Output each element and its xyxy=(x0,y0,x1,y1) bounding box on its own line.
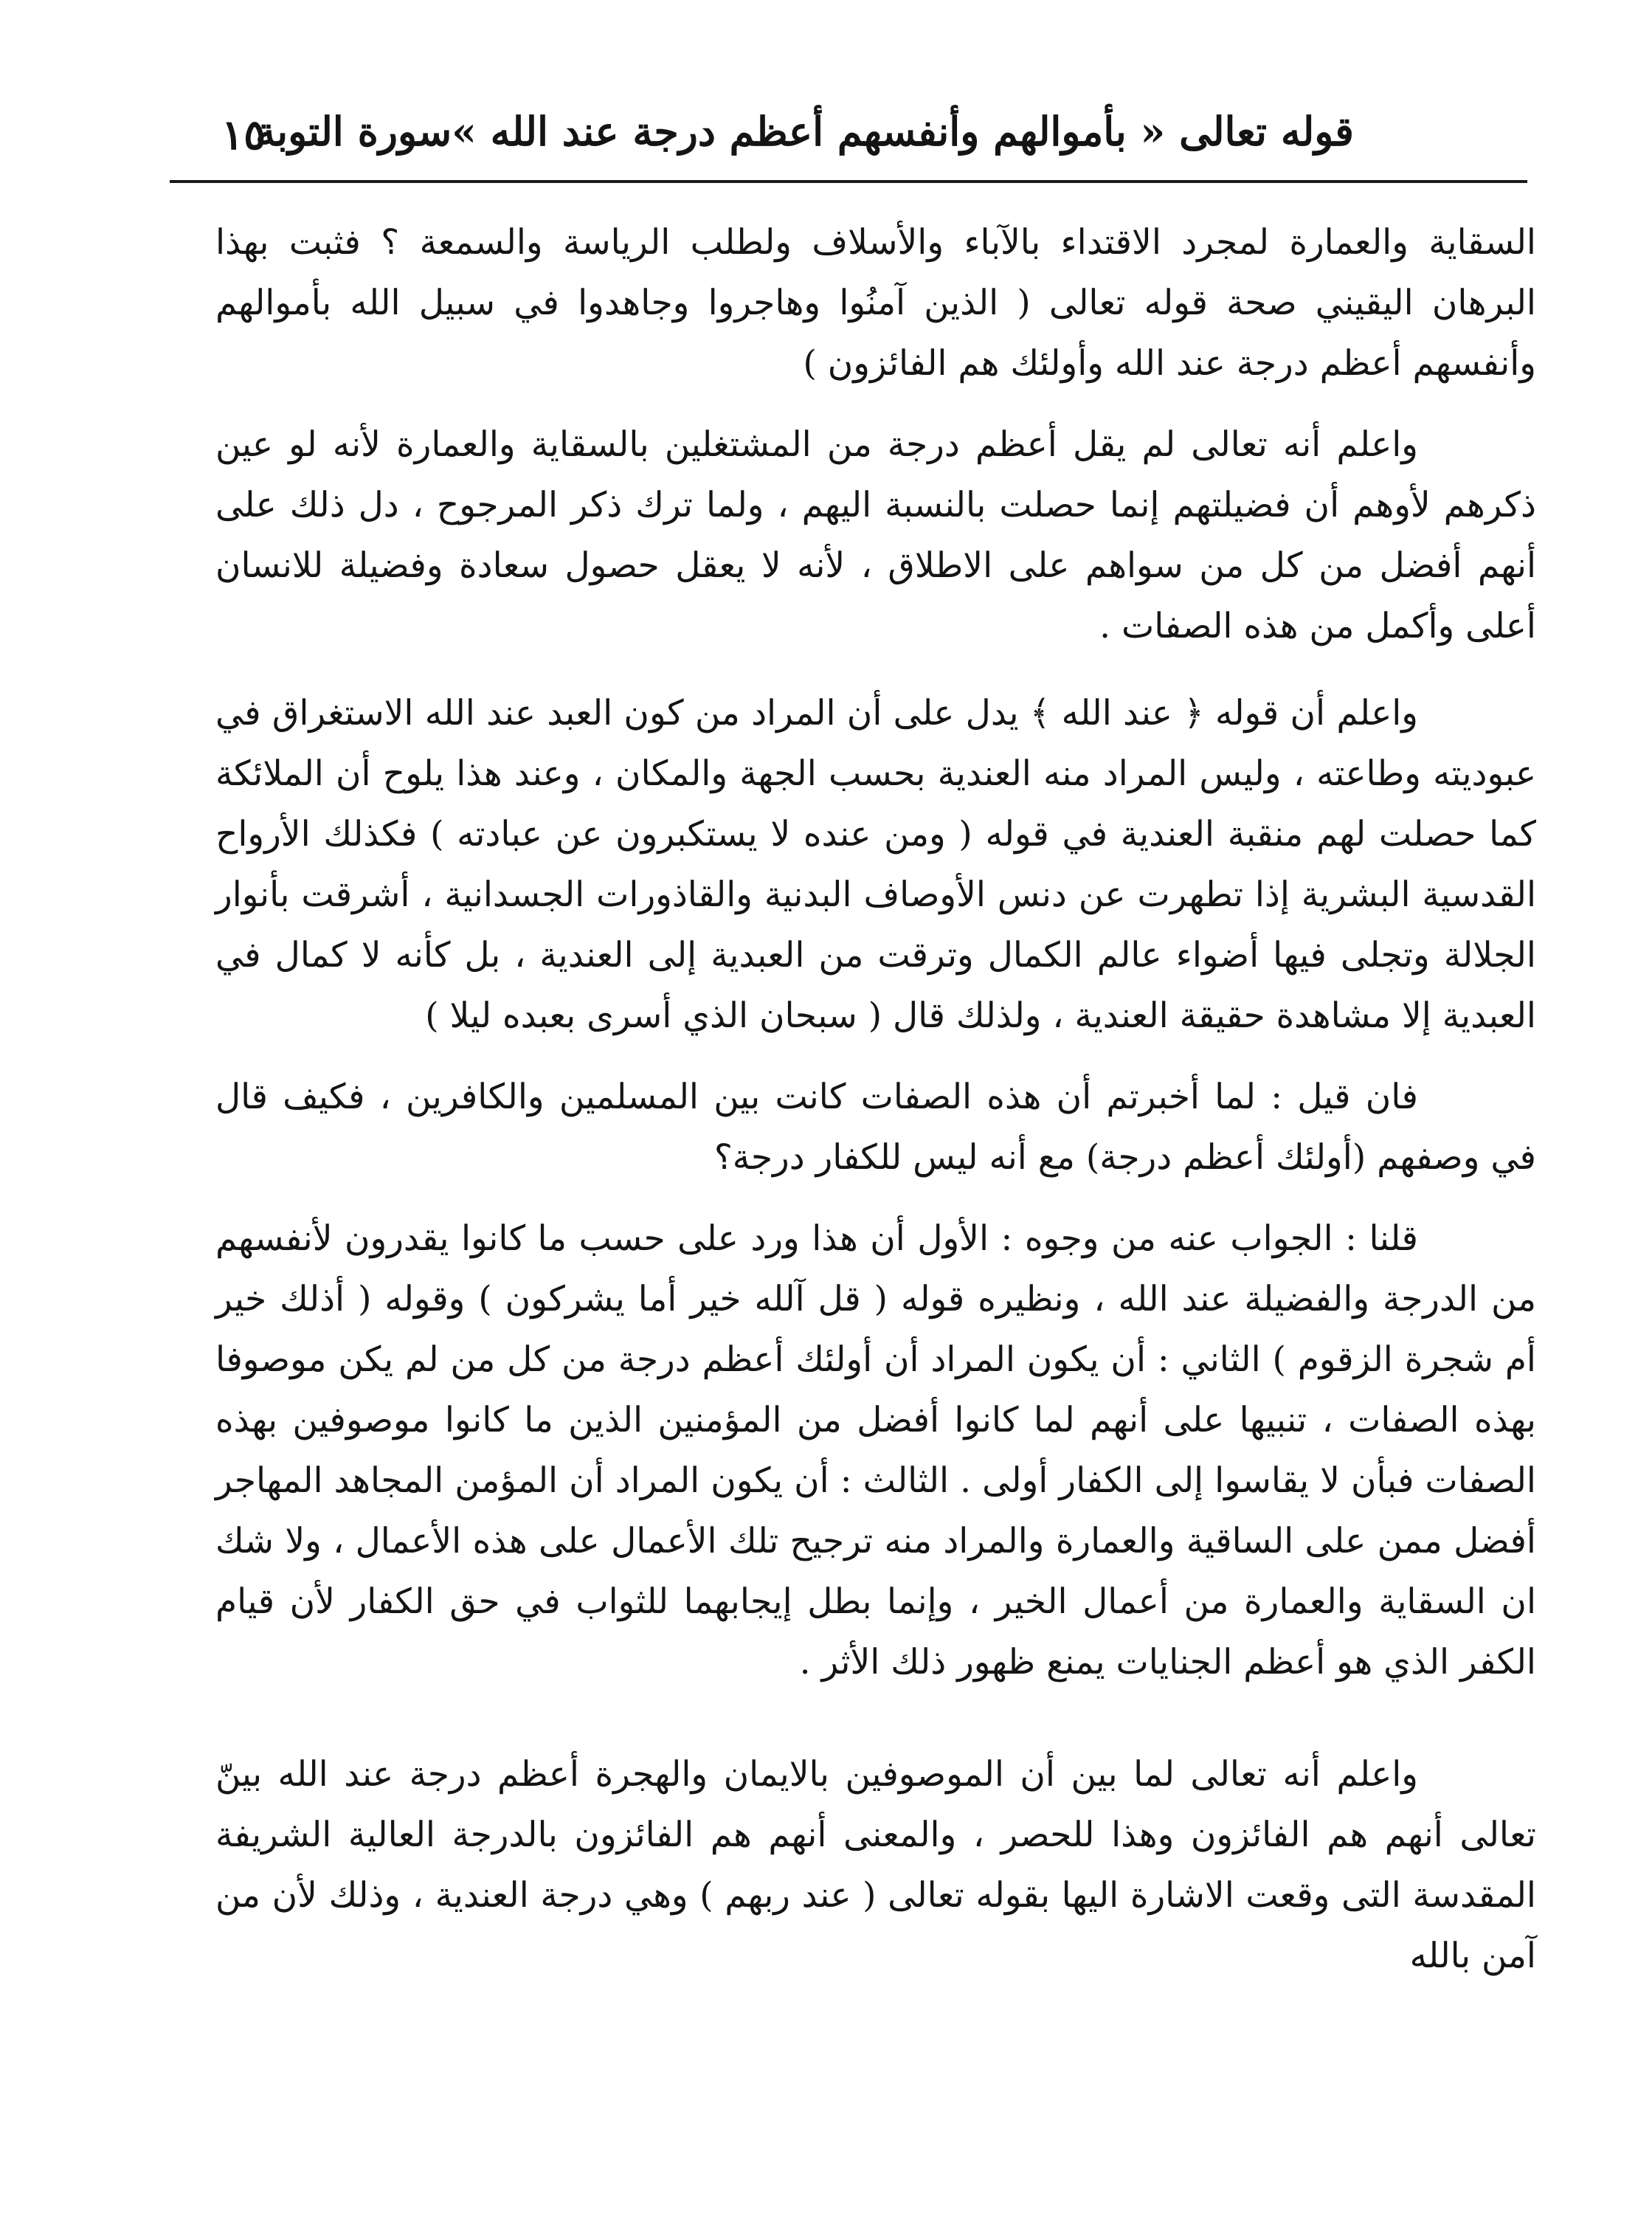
paragraph: قلنا : الجواب عنه من وجوه : الأول أن هذا ورد على حسب ما كانوا يقدرون لأنفسهم من الدرجة والفضيلة عند الله ، ونظيره قوله ( قل آلله خير أما يشركون ) وقوله ( أذلك خير أم شجرة الزقوم ) الثاني : أن يكون المراد أن أولئك أعظم درجة من كل من لم يكن موصوفا بهذه الصفات ، تنبيها على أنهم لما كانوا أفضل من المؤمنين الذين ما كانوا موصوفين بهذه الصفات فبأن لا يقاسوا إلى الكفار أولى . الثالث : أن يكون المراد أن المؤمن المجاهد المهاجر أفضل ممن على الساقية والعمارة والمراد منه ترجيح تلك الأعمال على هذه الأعمال ، ولا شك ان السقاية والعمارة من أعمال الخير ، وإنما بطل إيجابهما للثواب في حق الكفار لأن قيام الكفر الذي هو أعظم الجنايات يمنع ظهور ذلك الأثر . xyxy=(215,1218,1536,1682)
paragraph-spacer xyxy=(215,394,1536,415)
header-rule xyxy=(170,180,1527,183)
page-header xyxy=(177,94,1527,176)
paragraph: فان قيل : لما أخبرتم أن هذه الصفات كانت بين المسلمين والكافرين ، فكيف قال في وصفهم (أولئك أعظم درجة) مع أنه ليس للكفار درجة؟ xyxy=(215,1077,1536,1178)
body-text xyxy=(215,213,1536,1987)
paragraph-spacer xyxy=(215,1046,1536,1067)
paragraph-spacer xyxy=(215,1693,1536,1744)
paragraph: واعلم أنه تعالى لما بين أن الموصوفين بالايمان والهجرة أعظم درجة عند الله بينّ تعالى أنهم هم الفائزون وهذا للحصر ، والمعنى أنهم هم الفائزون بالدرجة العالية الشريفة المقدسة التى وقعت الاشارة اليها بقوله تعالى ( عند ربهم ) وهي درجة العندية ، وذلك لأن من آمن بالله xyxy=(215,1754,1536,1976)
paragraph: واعلم أنه تعالى لم يقل أعظم درجة من المشتغلين بالسقاية والعمارة لأنه لو عين ذكرهم لأوهم أن فضيلتهم إنما حصلت بالنسبة اليهم ، ولما ترك ذكر المرجوح ، دل ذلك على أنهم أفضل من كل من سواهم على الاطلاق ، لأنه لا يعقل حصول سعادة وفضيلة للانسان أعلى وأكمل من هذه الصفات . xyxy=(215,424,1536,646)
paragraph: السقاية والعمارة لمجرد الاقتداء بالآباء والأسلاف ولطلب الرياسة والسمعة ؟ فثبت بهذا البرهان اليقيني صحة قوله تعالى ( الذين آمنُوا وهاجروا وجاهدوا في سبيل الله بأموالهم وأنفسهم أعظم درجة عند الله وأولئك هم الفائزون ) xyxy=(215,222,1536,384)
paragraph-spacer xyxy=(215,1188,1536,1209)
page-number: ١٥ xyxy=(221,111,266,159)
running-title: قوله تعالى « بأموالهم وأنفسهم أعظم درجة عند الله »سورة التوبة xyxy=(255,108,1354,155)
paragraph: واعلم أن قوله ﴿ عند الله ﴾ يدل على أن المراد من كون العبد عند الله الاستغراق في عبوديته وطاعته ، وليس المراد منه العندية بحسب الجهة والمكان ، وعند هذا يلوح أن الملائكة كما حصلت لهم منقبة العندية في قوله ( ومن عنده لا يستكبرون عن عبادته ) فكذلك الأرواح القدسية البشرية إذا تطهرت عن دنس الأوصاف البدنية والقاذورات الجسدانية ، أشرقت بأنوار الجلالة وتجلى فيها أضواء عالم الكمال وترقت من العبدية إلى العندية ، بل كأنه لا كمال في العبدية إلا مشاهدة حقيقة العندية ، ولذلك قال ( سبحان الذي أسرى بعبده ليلا ) xyxy=(215,693,1536,1036)
paragraph-spacer xyxy=(215,657,1536,683)
